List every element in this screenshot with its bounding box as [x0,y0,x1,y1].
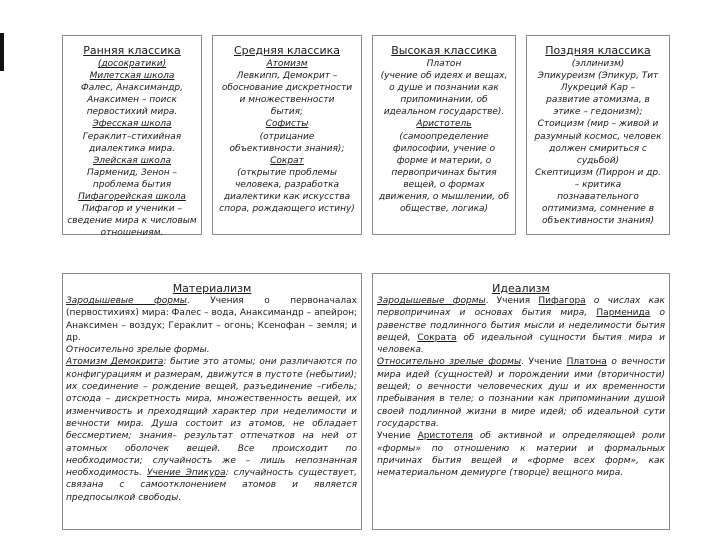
period-line: Атомизм [266,59,308,69]
period-line: Скептицизм (Пиррон и др. [535,167,661,178]
early-classics-title: Ранняя классика [83,44,181,57]
period-line: развитие атомизма, в [546,95,650,106]
period-line: спора, рождающего истину) [219,204,355,215]
period-line: познавательного [557,192,639,203]
high-classics-title: Высокая классика [391,44,497,57]
period-line: объективности знания) [542,216,654,227]
period-line: и множественности [239,95,335,106]
period-line: этике – гедонизм); [553,107,643,118]
late-classics-title: Поздняя классика [545,44,651,57]
middle-classics-box [212,35,362,235]
early-classics-box [62,35,202,239]
period-line: отношениям. [100,228,164,239]
high-classics-text [377,58,511,215]
period-line: сведение мира к числовым [67,216,197,227]
middle-classics-title: Средняя классика [233,44,340,57]
period-line: (отрицание [259,131,315,142]
materialism-text: Зародышевые формы. Учения о первоначалах (первостихиях) мира: Фалес – вода, Анаксимандр – апейрон; Анаксимен – воздух; Гераклит – огонь; Ксенофан – земля; и др. Относительно зрелые формы. Атомизм Демокрита: бытие это атомы; они различаются по конфигурациям и размерам, движутся в пустоте (небытии); их соединение – рождение вещей, разъединение –гибель; отсюда – дискретность мира, множественность вещей, их изменчивость и преходящий характер при неделимости и вечности мира. Душа состоит из атомов, не обладает бессмертием; знания– результат отпечатков на ней от атомных оболочек вещей. Все происходит по необходимости; случайность же – лишь непознанная необходимость. Учение Эпикура: случайность существует, связана с самоотклонением атомов и является предпосылкой свободы. [66,296,358,503]
late-classics-box [526,35,670,235]
period-line: припоминании, об [400,95,488,106]
period-line: объективности знания); [229,143,345,154]
period-line: Левкипп, Демокрит – [236,71,338,82]
period-line: Парменид, Зенон – [87,167,177,178]
period-line: человека, разработка [234,179,340,190]
period-line: движения, о мышлении, об [378,192,510,203]
period-line: Лукреций Кар – [560,83,636,94]
period-line: Эфесская школа [92,119,172,130]
period-line: Анаксимен – поиск [87,95,177,106]
period-line: Софисты [265,119,309,130]
period-line: диалектика мира. [89,143,175,154]
period-line: Милетская школа [89,71,175,82]
high-classics-box [372,35,516,235]
idealism-box [372,273,670,530]
early-classics-text [67,58,197,239]
period-line: форме и материи, о [396,155,492,166]
idealism-title: Идеализм [492,282,550,295]
period-line: диалектики как искусства [223,192,351,203]
materialism-box [62,273,362,530]
period-line: Эпикуреизм (Эпикур, Тит [537,71,659,82]
period-line: судьбой) [576,155,620,166]
period-line: должен смириться с [549,143,647,154]
period-line: философии, учение о [392,143,496,154]
period-line: Аристотель [416,119,472,130]
middle-classics-text [217,58,357,215]
period-line: разумный космос, человек [534,131,662,142]
period-line: обществе, логика) [399,204,489,215]
late-classics-text [531,58,665,227]
period-line: (эллинизм) [571,59,625,69]
period-line: Сократ [270,155,304,166]
period-line: обоснование дискретности [221,83,353,94]
period-line: Гераклит–стихийная [82,131,182,142]
period-line: первостихий мира. [86,107,178,118]
period-line: Элейская школа [92,155,172,166]
period-line: (учение об идеях и вещах, [380,71,508,82]
period-line: оптимизма, сомнение в [541,204,655,215]
period-line: (открытие проблемы [237,167,337,178]
period-line: вещей, о формах [403,179,485,190]
materialism-title: Материализм [172,282,252,295]
period-line: (досократики) [97,59,167,69]
period-line: о душе и познании как [389,83,499,94]
idealism-text: Зародышевые формы. Учения Пифагора о числах как первопричинах и основах бытия мира, Парменида о равенстве подлинного бытия мысли и неделимости бытия вещей, Сократа об идеальной сущности бытия мира и человека. Относительно зрелые формы. Учение Платона о вечности мира идей (сущностей) и порождении ими (вторичности) вещей; о вечности человеческих душ и их временности пребывания в теле; о познании как припоминании душой своей подлинной жизни в мире идей; об идеальной сути государства. Учение Аристотеля об активной и определяющей роли «формы» по отношению к материи и формальных причинах бытия вещей и «форме всех форм», как нематериальном демиурге (творце) вещного мира. [377,296,665,479]
period-line: Пифагор и ученики – [82,204,182,215]
period-line: – критика [574,179,622,190]
period-line: Фалес, Анаксимандр, [81,83,183,94]
period-line: Платон [426,59,462,69]
period-line: проблема бытия [92,179,172,190]
left-margin-bar [0,33,4,71]
period-line: Пифагорейская школа [78,192,186,203]
period-line: первопричинах бытия [391,167,497,178]
period-line: идеальном государстве). [383,107,505,118]
period-line: (самоопределение [399,131,489,142]
period-line: Стоицизм (мир – живой и [537,119,659,130]
period-line: бытия; [270,107,304,118]
